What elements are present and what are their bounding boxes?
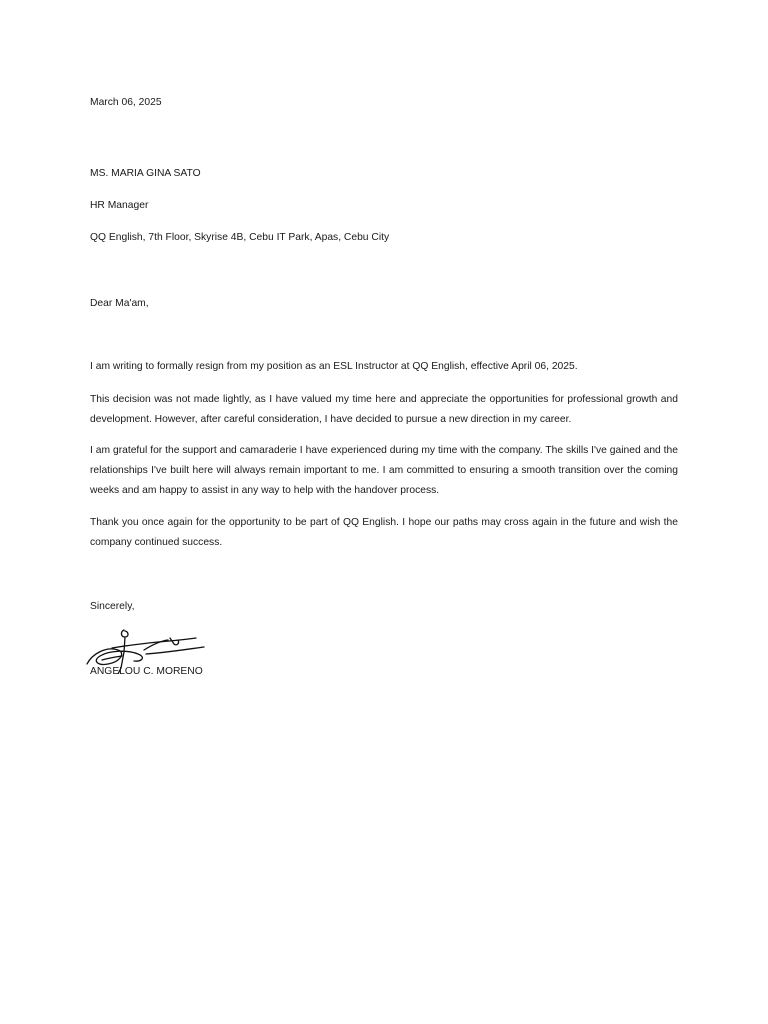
closing: Sincerely, [90, 601, 135, 612]
body-paragraph: I am writing to formally resign from my position as an ESL Instructor at QQ English, effective April 06, 2025. [90, 361, 578, 372]
salutation: Dear Ma'am, [90, 298, 149, 309]
body-paragraph: I am grateful for the support and camaraderie I have experienced during my time with the company. The skills I've gained and the relationships I've built here will always remain important to me. I am committed to ensuring a smooth transition over the coming weeks and am happy to assist in any way to help with the handover process. [90, 445, 678, 497]
letter-date: March 06, 2025 [90, 97, 162, 108]
recipient-name: MS. MARIA GINA SATO [90, 168, 201, 179]
signatory-name: ANGELOU C. MORENO [90, 666, 203, 677]
recipient-title: HR Manager [90, 200, 149, 211]
body-paragraph: Thank you once again for the opportunity to be part of QQ English. I hope our paths may cross again in the future and wish the company continued success. [90, 517, 678, 549]
recipient-address: QQ English, 7th Floor, Skyrise 4B, Cebu IT Park, Apas, Cebu City [90, 232, 390, 243]
body-paragraph: This decision was not made lightly, as I have valued my time here and appreciate the opportunities for professional growth and development. However, after careful consideration, I have decided to pursue a new direction in my career. [90, 394, 678, 426]
